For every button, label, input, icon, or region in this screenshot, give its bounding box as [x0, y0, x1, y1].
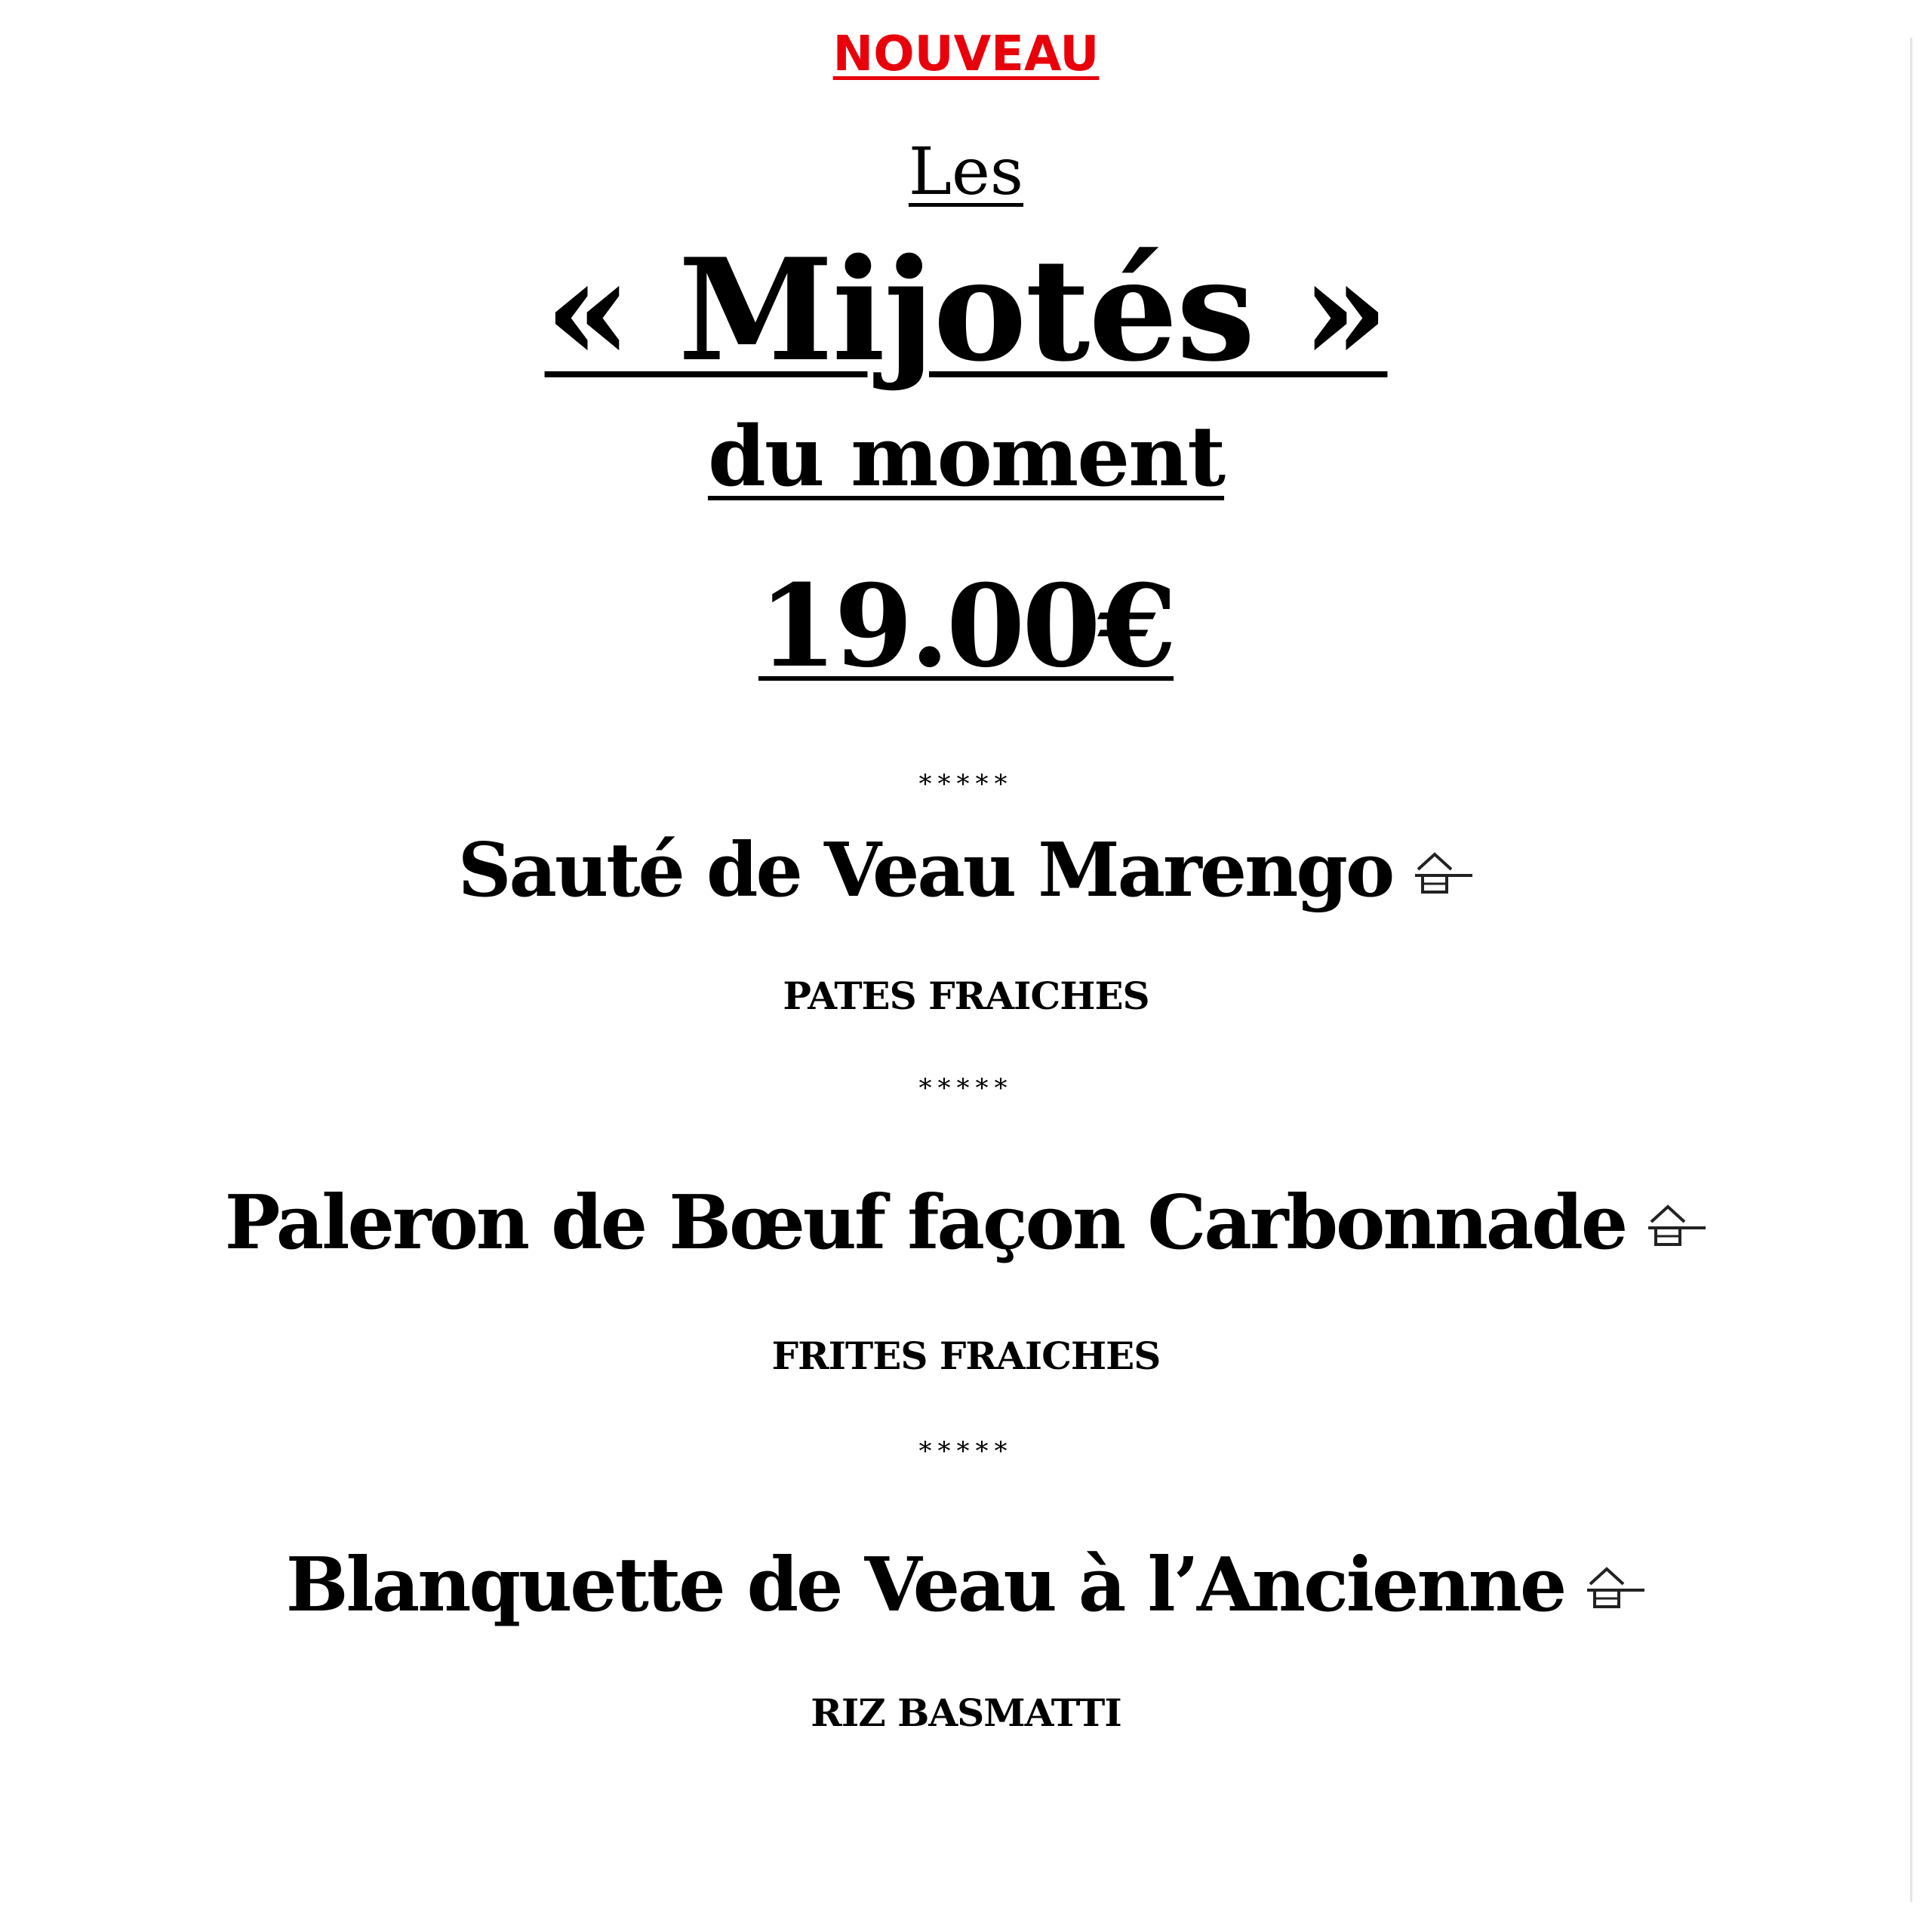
- dish-item: [0, 1542, 1932, 1629]
- homemade-icon: [1414, 850, 1474, 895]
- dish-item: [0, 827, 1932, 914]
- homemade-icon: [1647, 1202, 1707, 1247]
- dish-side: RIZ BASMATTI: [811, 1690, 1121, 1735]
- new-badge: NOUVEAU: [832, 26, 1100, 82]
- homemade-icon: [1586, 1564, 1646, 1610]
- dish-name: Blanquette de Veau à l’Ancienne: [285, 1542, 1565, 1629]
- separator: *****: [918, 1436, 1014, 1466]
- dish-name: Paleron de Bœuf façon Carbonnade: [224, 1180, 1626, 1266]
- title-du-moment: du moment: [707, 408, 1225, 505]
- title-les: Les: [908, 134, 1024, 210]
- separator: *****: [918, 769, 1014, 799]
- page-title: « Mijotés »: [544, 227, 1388, 392]
- menu-price: 19.00€: [758, 560, 1174, 693]
- separator: *****: [918, 1073, 1014, 1103]
- dish-side: PATES FRAICHES: [783, 974, 1149, 1018]
- dish-item: [0, 1180, 1932, 1266]
- dish-name: Sauté de Veau Marengo: [457, 827, 1393, 914]
- dish-side: FRITES FRAICHES: [771, 1334, 1161, 1378]
